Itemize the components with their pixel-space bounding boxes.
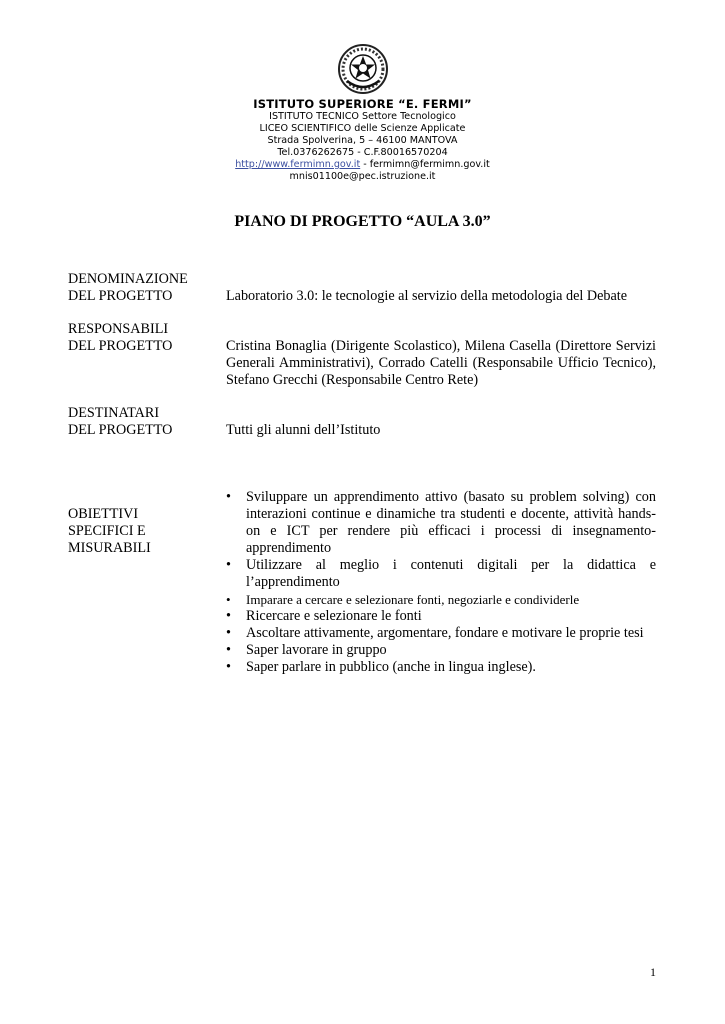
institute-name: ISTITUTO SUPERIORE “E. FERMI” [253, 97, 472, 111]
bullet-icon: • [226, 557, 231, 573]
denominazione-label [68, 271, 218, 305]
obiettivi-label-line1: OBIETTIVI [68, 506, 139, 522]
list-item-text: Sviluppare un apprendimento attivo (basato su problem solving) con interazioni continue e dinamiche tra studenti e docente, attività hands-on e ICT per rendere più efficaci i processi di insegnamento-apprendimento [246, 489, 656, 556]
list-item-text: Saper parlare in pubblico (anche in lingua inglese). [246, 659, 536, 675]
list-item [226, 591, 656, 608]
destinatari-label-line2: DEL PROGETTO [68, 422, 173, 438]
list-item-text: Utilizzare al meglio i contenuti digitali per la didattica e l’apprendimento [246, 557, 656, 590]
website-link[interactable]: http://www.fermimn.gov.it [235, 159, 361, 170]
list-item-text: Ascoltare attivamente, argomentare, fondare e motivare le proprie tesi [246, 625, 644, 641]
list-item [226, 625, 656, 642]
institute-line-liceo: LICEO SCIENTIFICO delle Scienze Applicate [259, 123, 466, 134]
list-item-text: Imparare a cercare e selezionare fonti, negoziarle e condividerle [246, 592, 580, 607]
responsabili-label [68, 321, 218, 355]
denominazione-label-line2: DEL PROGETTO [68, 288, 173, 304]
document-title: PIANO DI PROGETTO “AULA 3.0” [234, 213, 491, 230]
denominazione-label-line1: DENOMINAZIONE [68, 271, 188, 287]
page-number: 1 [650, 965, 656, 979]
destinatari-label-line1: DESTINATARI [68, 405, 160, 421]
bullet-icon: • [226, 659, 231, 675]
bullet-icon: • [226, 642, 231, 658]
responsabili-label-line1: RESPONSABILI [68, 321, 169, 337]
list-item [226, 557, 656, 591]
list-item-text: Ricercare e selezionare le fonti [246, 608, 422, 624]
institute-phone-cf: Tel.0376262675 - C.F.80016570204 [277, 147, 448, 158]
obiettivi-label-line2: SPECIFICI E [68, 523, 146, 539]
bullet-icon: • [226, 608, 231, 624]
italian-republic-emblem-icon [337, 43, 389, 95]
denominazione-value: Laboratorio 3.0: le tecnologie al servizio della metodologia del Debate [226, 288, 628, 304]
institute-line-tecnico: ISTITUTO TECNICO Settore Tecnologico [269, 111, 456, 122]
list-item [226, 489, 656, 557]
bullet-icon: • [226, 489, 231, 505]
bullet-icon: • [226, 625, 231, 641]
list-item [226, 642, 656, 659]
list-item [226, 608, 656, 625]
institute-pec: mnis01100e@pec.istruzione.it [289, 171, 436, 182]
obiettivi-label-line3: MISURABILI [68, 540, 151, 556]
institute-email: fermimn@fermimn.gov.it [369, 159, 490, 170]
responsabili-label-line2: DEL PROGETTO [68, 338, 173, 354]
obiettivi-label [68, 506, 218, 557]
obiettivi-list [226, 489, 656, 676]
bullet-icon: • [226, 592, 231, 607]
institute-address: Strada Spolverina, 5 – 46100 MANTOVA [267, 135, 458, 146]
destinatari-value: Tutti gli alunni dell’Istituto [226, 422, 381, 438]
list-item-text: Saper lavorare in gruppo [246, 642, 387, 658]
destinatari-label [68, 405, 218, 439]
contact-separator: - [360, 159, 370, 170]
responsabili-value: Cristina Bonaglia (Dirigente Scolastico), Milena Casella (Direttore Servizi Generali Amministrativi), Corrado Catelli (Responsabile Ufficio Tecnico), Stefano Grecchi (Responsabile Centro Rete) [226, 338, 656, 388]
institute-contacts [0, 159, 725, 171]
list-item [226, 659, 656, 676]
